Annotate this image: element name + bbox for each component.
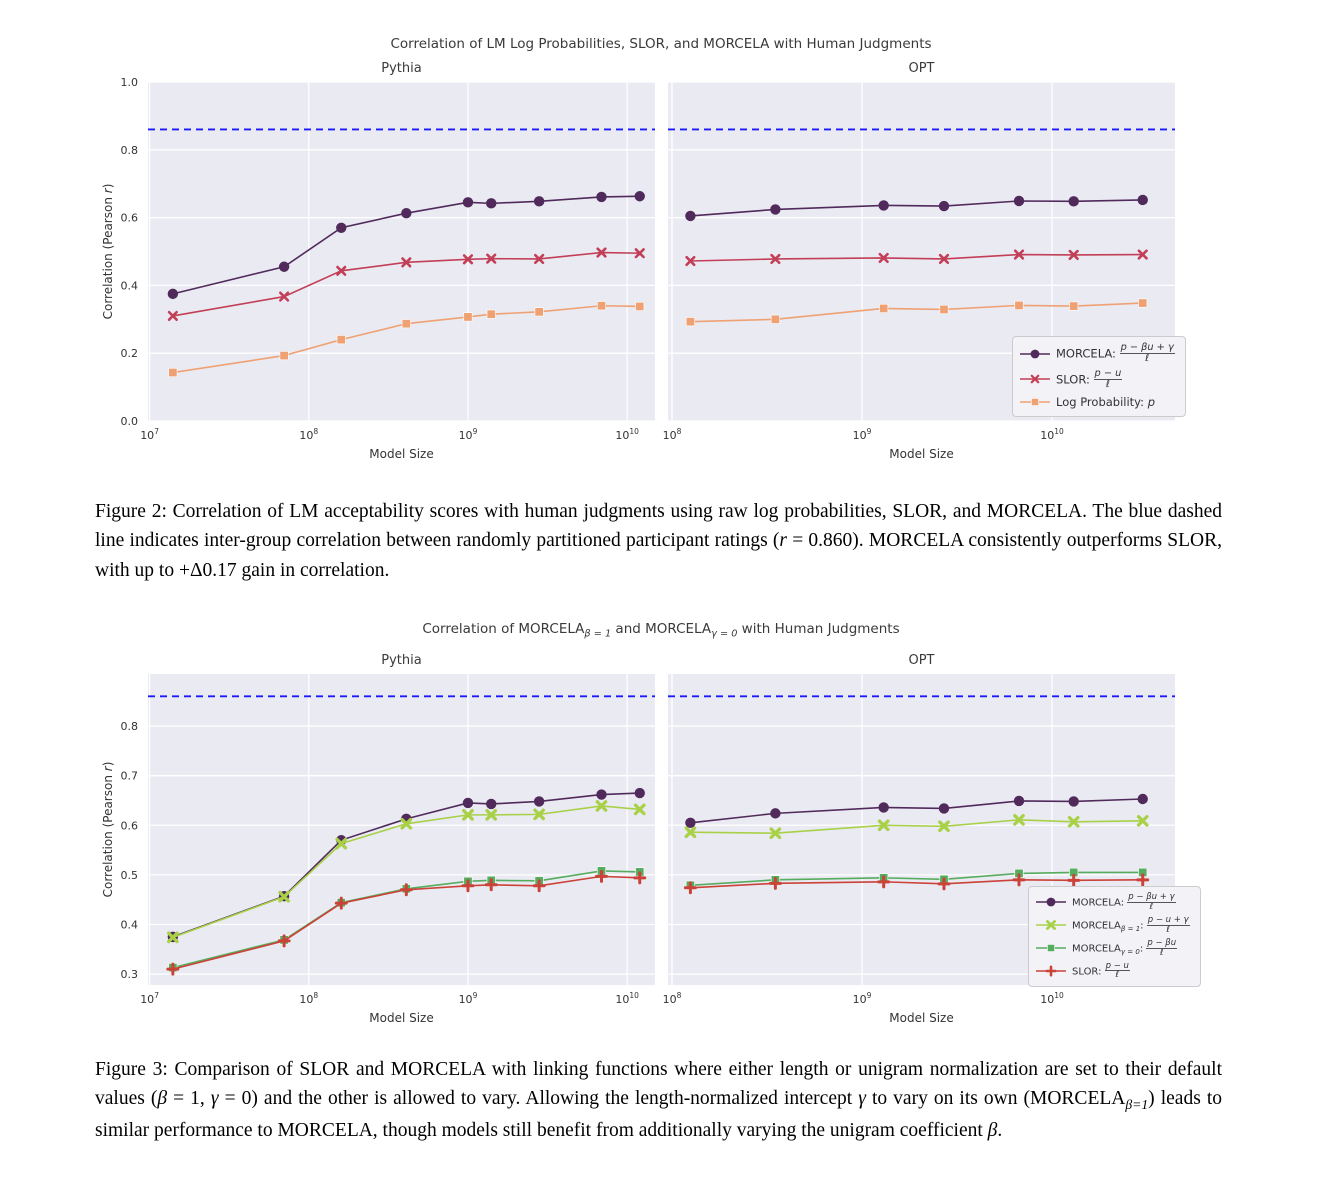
svg-text:Model Size: Model Size — [889, 1011, 954, 1025]
svg-text:Pythia: Pythia — [381, 653, 422, 668]
svg-text:107: $10^7$ — [140, 427, 159, 442]
legend-label: MORCELA: $\frac{p - \beta u + \gamma}{\text{ℓ}}$ — [1056, 342, 1174, 365]
text-segment: Correlation of MORCELA — [422, 621, 585, 637]
legend-item — [1035, 939, 1190, 958]
figure3-caption — [95, 1055, 1222, 1145]
legend-label: Log Probability: p — [1056, 394, 1155, 409]
legend-item — [1019, 369, 1175, 391]
svg-text:108: $10^8$ — [299, 991, 319, 1006]
text-segment: Figure 3: Comparison of SLOR and MORCELA with linking functions where either length or unigram normalization are set to their default values ( — [95, 1059, 1222, 1110]
svg-text:0.3: 0.3 — [120, 968, 138, 982]
legend-figure3 — [1028, 886, 1201, 987]
svg-text:108: $10^8$ — [662, 991, 682, 1006]
svg-text:108: $10^8$ — [662, 427, 682, 442]
text-segment: and MORCELA — [611, 621, 712, 637]
svg-text:0.8: 0.8 — [120, 143, 138, 157]
svg-text:0.5: 0.5 — [120, 868, 138, 882]
svg-text:Model Size: Model Size — [369, 447, 434, 461]
legend-item — [1019, 343, 1175, 365]
text-segment: Figure 2: Correlation of LM acceptability scores with human judgments using raw log probabilities, SLOR, and MORCELA. The blue dashed line indicates inter-group correlation between randomly partitioned participant ratings ( — [95, 501, 1222, 552]
svg-text:0.4: 0.4 — [120, 918, 138, 932]
legend-item — [1035, 962, 1190, 981]
svg-text:1010: $10^{10}$ — [615, 427, 639, 442]
text-segment: γ — [858, 1088, 866, 1110]
svg-text:0.8: 0.8 — [120, 720, 138, 734]
xthick-marker-icon — [1035, 917, 1067, 933]
legend-item — [1019, 394, 1175, 410]
legend-label: MORCELA: $\frac{p - \beta u + \gamma}{\text{ℓ}}$ — [1072, 892, 1175, 912]
svg-text:0.4: 0.4 — [120, 279, 138, 293]
figure3-title — [0, 621, 1322, 639]
svg-text:107: $10^7$ — [140, 991, 159, 1006]
svg-text:109: $10^9$ — [458, 427, 478, 442]
plus-marker-icon — [1035, 963, 1067, 979]
svg-text:1010: $10^{10}$ — [615, 991, 639, 1006]
svg-text:0.6: 0.6 — [120, 211, 138, 225]
svg-text:0.6: 0.6 — [120, 819, 138, 833]
xmark-marker-icon — [1019, 371, 1051, 387]
svg-text:Correlation (Pearson r): Correlation (Pearson r) — [101, 183, 115, 320]
circle-marker-icon — [1019, 346, 1051, 362]
legend-item — [1035, 916, 1190, 935]
legend-label: SLOR: $\frac{p - u}{\text{ℓ}}$ — [1056, 367, 1122, 390]
text-segment: . — [997, 1119, 1003, 1141]
square-marker-icon — [1019, 394, 1051, 410]
svg-text:109: $10^9$ — [852, 991, 872, 1006]
svg-text:1010: $10^{10}$ — [1040, 991, 1064, 1006]
svg-text:108: $10^8$ — [299, 427, 319, 442]
svg-text:109: $10^9$ — [852, 427, 872, 442]
text-segment: r — [779, 530, 787, 552]
text-segment: β=1 — [1125, 1097, 1149, 1113]
text-segment: = 0) and the other is allowed to vary. Allowing the length-normalized intercept — [218, 1088, 859, 1110]
text-segment: β — [157, 1088, 168, 1110]
legend-item — [1035, 893, 1190, 912]
svg-text:OPT: OPT — [908, 653, 935, 668]
text-segment: Correlation of LM Log Probabilities, SLOR, and MORCELA with Human Judgments — [390, 36, 932, 52]
text-segment: with Human Judgments — [737, 621, 900, 637]
svg-text:1010: $10^{10}$ — [1040, 427, 1064, 442]
svg-text:0.7: 0.7 — [120, 769, 138, 783]
text-segment: γ — [210, 1088, 219, 1110]
svg-text:Model Size: Model Size — [369, 1011, 434, 1025]
svg-text:109: $10^9$ — [458, 991, 478, 1006]
svg-text:1.0: 1.0 — [120, 76, 138, 89]
figure2-caption — [95, 497, 1222, 585]
svg-text:Correlation (Pearson r): Correlation (Pearson r) — [101, 761, 115, 898]
legend-label: $MORCELA_{\gamma = 0}$: $\frac{p - \beta u}{\text{ℓ}}$ — [1072, 937, 1177, 958]
legend-label: SLOR: $\frac{p - u}{\text{ℓ}}$ — [1072, 960, 1129, 981]
text-segment: ) leads to similar performance to MORCELA, though models still benefit from additionally varying the unigram coefficient — [95, 1088, 1222, 1141]
text-segment: to vary on its own (MORCELA — [865, 1088, 1126, 1110]
text-segment: β = 1 — [584, 628, 612, 640]
text-segment: = 0.860). MORCELA consistently outperforms SLOR, with up to +Δ0.17 gain in correlation. — [95, 530, 1222, 581]
svg-text:Model Size: Model Size — [889, 447, 954, 461]
text-segment: γ = 0 — [711, 628, 738, 640]
circle-marker-icon — [1035, 894, 1067, 910]
legend-figure2 — [1012, 336, 1186, 417]
square-marker-icon — [1035, 940, 1067, 956]
svg-text:0.0: 0.0 — [120, 415, 138, 428]
figure2-title — [0, 36, 1322, 52]
legend-label: $MORCELA_{\beta = 1}$: $\frac{p - u + \gamma}{\text{ℓ}}$ — [1072, 914, 1189, 935]
svg-text:OPT: OPT — [908, 61, 935, 76]
text-segment: β — [987, 1119, 998, 1141]
svg-text:0.2: 0.2 — [120, 347, 138, 361]
svg-text:Pythia: Pythia — [381, 61, 422, 76]
text-segment: = 1, — [167, 1088, 211, 1110]
